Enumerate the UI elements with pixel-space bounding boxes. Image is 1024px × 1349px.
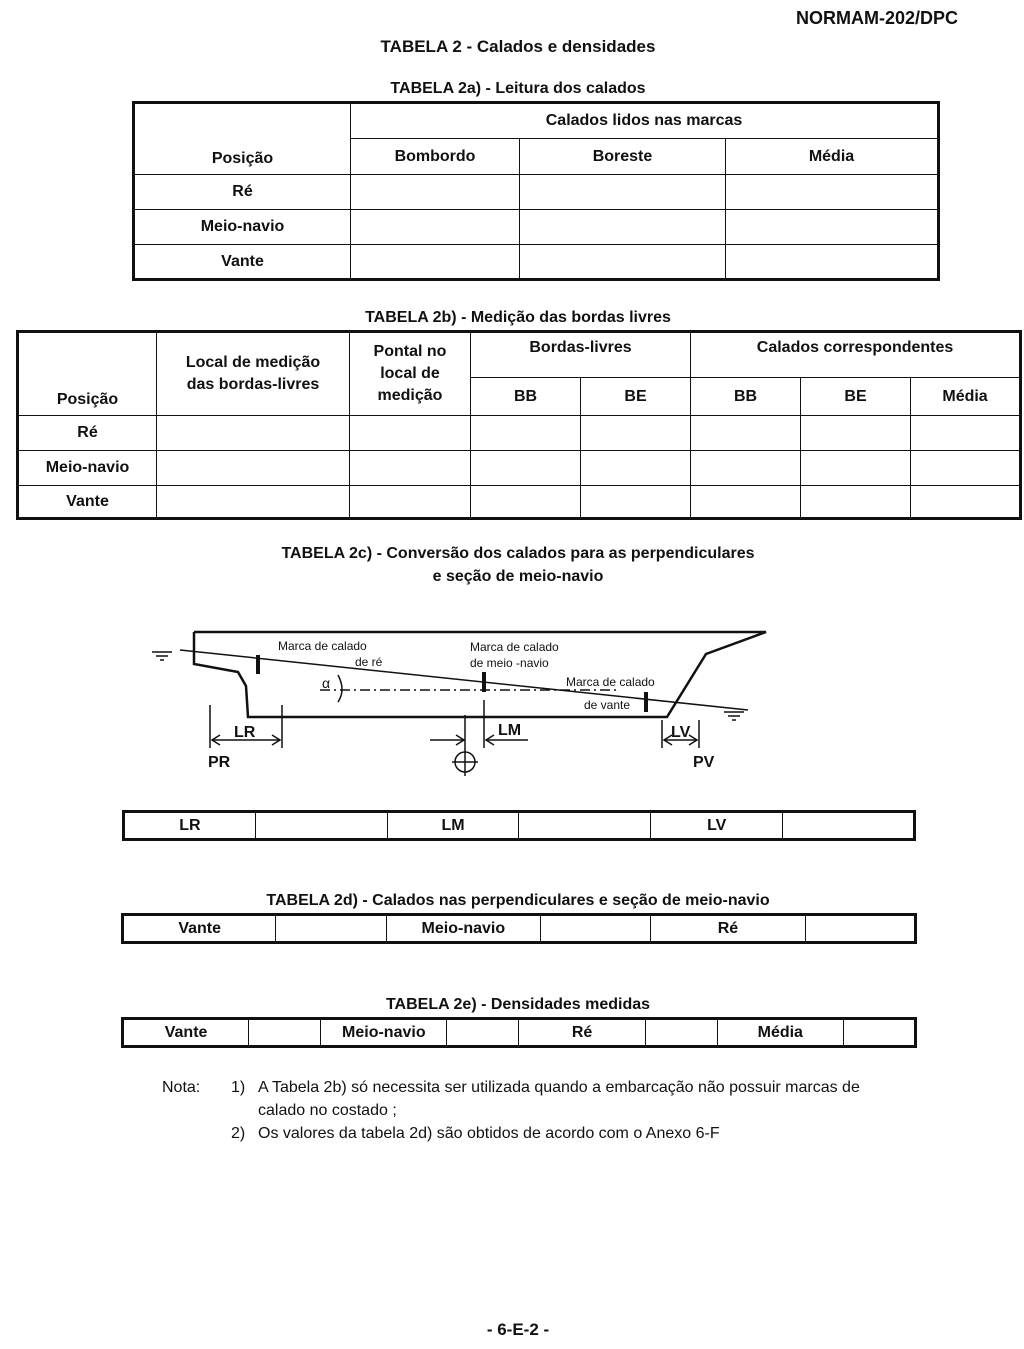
col-media: Média — [726, 139, 939, 175]
label-lm: LM — [498, 722, 522, 739]
label-mark-mid-1: Marca de calado — [470, 640, 559, 654]
local-header: Local de medição das bordas-livres — [157, 332, 350, 416]
note-2-number: 2) — [231, 1125, 246, 1142]
document-code: NORMAM-202/DPC — [796, 8, 959, 28]
note-label: Nota: — [162, 1079, 201, 1096]
input-cell[interactable] — [471, 416, 581, 451]
sub-be: BE — [801, 378, 911, 416]
note-1-line2: calado no costado ; — [258, 1102, 397, 1119]
input-cell[interactable] — [726, 245, 939, 280]
input-cell[interactable] — [581, 416, 691, 451]
table-2b — [16, 330, 1022, 520]
note-1-number: 1) — [231, 1079, 246, 1096]
draft-diagram — [140, 620, 780, 780]
input-cell[interactable] — [520, 210, 726, 245]
input-cell[interactable] — [691, 486, 801, 519]
table-row — [18, 451, 1021, 486]
waterline — [180, 650, 748, 710]
input-cell[interactable] — [249, 1019, 321, 1047]
input-cell[interactable] — [351, 210, 520, 245]
table-2e — [121, 1017, 917, 1048]
input-cell[interactable] — [157, 486, 350, 519]
input-cell[interactable] — [581, 451, 691, 486]
input-cell[interactable] — [726, 175, 939, 210]
label-alpha: α — [322, 675, 331, 691]
position-header: Posição — [134, 103, 351, 175]
input-cell[interactable] — [519, 812, 651, 840]
input-cell[interactable] — [157, 451, 350, 486]
input-cell[interactable] — [255, 812, 387, 840]
calados-header: Calados correspondentes — [691, 332, 1021, 378]
row-label: Meio-navio — [134, 210, 351, 245]
input-cell[interactable] — [691, 416, 801, 451]
input-cell[interactable] — [801, 451, 911, 486]
label-pr: PR — [208, 754, 231, 771]
bordas-livres-header: Bordas-livres — [471, 332, 691, 378]
table-row — [124, 812, 915, 840]
row-label: Meio-navio — [18, 451, 157, 486]
label-cell: Ré — [651, 915, 805, 943]
label-cell: Meio-navio — [321, 1019, 447, 1047]
input-cell[interactable] — [726, 210, 939, 245]
position-header: Posição — [18, 332, 157, 416]
label-mark-re-2: de ré — [355, 655, 383, 669]
input-cell[interactable] — [691, 451, 801, 486]
label-lv: LV — [671, 724, 691, 741]
table-2a — [132, 101, 940, 281]
input-cell[interactable] — [351, 175, 520, 210]
input-cell[interactable] — [351, 245, 520, 280]
label-pv: PV — [693, 754, 715, 771]
input-cell[interactable] — [843, 1019, 915, 1047]
sub-be: BE — [581, 378, 691, 416]
table-row — [18, 416, 1021, 451]
label-cell: LV — [651, 812, 783, 840]
notes — [0, 1076, 1024, 1156]
label-lr: LR — [234, 724, 256, 741]
input-cell[interactable] — [471, 451, 581, 486]
label-mark-vante-2: de vante — [584, 698, 631, 712]
table-2c-title-line1: TABELA 2c) - Conversão dos calados para as perpendiculares — [281, 545, 755, 562]
input-cell[interactable] — [520, 245, 726, 280]
label-cell: Média — [717, 1019, 843, 1047]
row-label: Vante — [18, 486, 157, 519]
input-cell[interactable] — [350, 416, 471, 451]
sub-media: Média — [911, 378, 1021, 416]
col-bombordo: Bombordo — [351, 139, 520, 175]
page-number: - 6-E-2 - — [486, 1320, 550, 1339]
input-cell[interactable] — [157, 416, 350, 451]
label-mark-re-1: Marca de calado — [278, 639, 367, 653]
table-2d — [121, 913, 917, 944]
label-cell: LR — [124, 812, 256, 840]
input-cell[interactable] — [911, 486, 1021, 519]
sub-bb: BB — [471, 378, 581, 416]
input-cell[interactable] — [581, 486, 691, 519]
table-2c — [122, 810, 916, 841]
label-mark-mid-2: de meio -navio — [470, 656, 549, 670]
input-cell[interactable] — [276, 915, 386, 943]
label-cell: LM — [387, 812, 519, 840]
table-2e-title: TABELA 2e) - Densidades medidas — [385, 996, 651, 1013]
row-label: Ré — [134, 175, 351, 210]
table-row — [134, 210, 939, 245]
label-cell: Meio-navio — [386, 915, 540, 943]
input-cell[interactable] — [447, 1019, 519, 1047]
table-row — [134, 175, 939, 210]
label-cell: Ré — [519, 1019, 645, 1047]
input-cell[interactable] — [471, 486, 581, 519]
pontal-header: Pontal no local de medição — [350, 332, 471, 416]
table-2c-title-line2: e seção de meio-navio — [432, 568, 604, 585]
col-boreste: Boreste — [520, 139, 726, 175]
row-label: Ré — [18, 416, 157, 451]
input-cell[interactable] — [645, 1019, 717, 1047]
label-cell: Vante — [123, 1019, 249, 1047]
input-cell[interactable] — [911, 451, 1021, 486]
table-2d-title: TABELA 2d) - Calados nas perpendiculares e seção de meio-navio — [266, 892, 770, 909]
row-label: Vante — [134, 245, 351, 280]
note-1-line1: A Tabela 2b) só necessita ser utilizada quando a embarcação não possuir marcas de — [258, 1079, 860, 1096]
input-cell[interactable] — [911, 416, 1021, 451]
table-2a-title: TABELA 2a) - Leitura dos calados — [390, 80, 646, 97]
input-cell[interactable] — [801, 486, 911, 519]
label-cell: Vante — [123, 915, 276, 943]
table-row — [18, 486, 1021, 519]
input-cell[interactable] — [783, 812, 915, 840]
input-cell[interactable] — [541, 915, 651, 943]
table-2b-title: TABELA 2b) - Medição das bordas livres — [365, 309, 671, 326]
table-row — [123, 1019, 916, 1047]
note-2-line1: Os valores da tabela 2d) são obtidos de acordo com o Anexo 6-F — [258, 1125, 720, 1142]
sub-bb: BB — [691, 378, 801, 416]
input-cell[interactable] — [350, 486, 471, 519]
table-row — [123, 915, 916, 943]
input-cell[interactable] — [805, 915, 915, 943]
input-cell[interactable] — [801, 416, 911, 451]
input-cell[interactable] — [520, 175, 726, 210]
main-title: TABELA 2 - Calados e densidades — [380, 37, 656, 56]
table-row — [134, 245, 939, 280]
input-cell[interactable] — [350, 451, 471, 486]
label-mark-vante-1: Marca de calado — [566, 675, 655, 689]
alpha-arc — [338, 675, 342, 702]
group-header: Calados lidos nas marcas — [351, 103, 939, 139]
